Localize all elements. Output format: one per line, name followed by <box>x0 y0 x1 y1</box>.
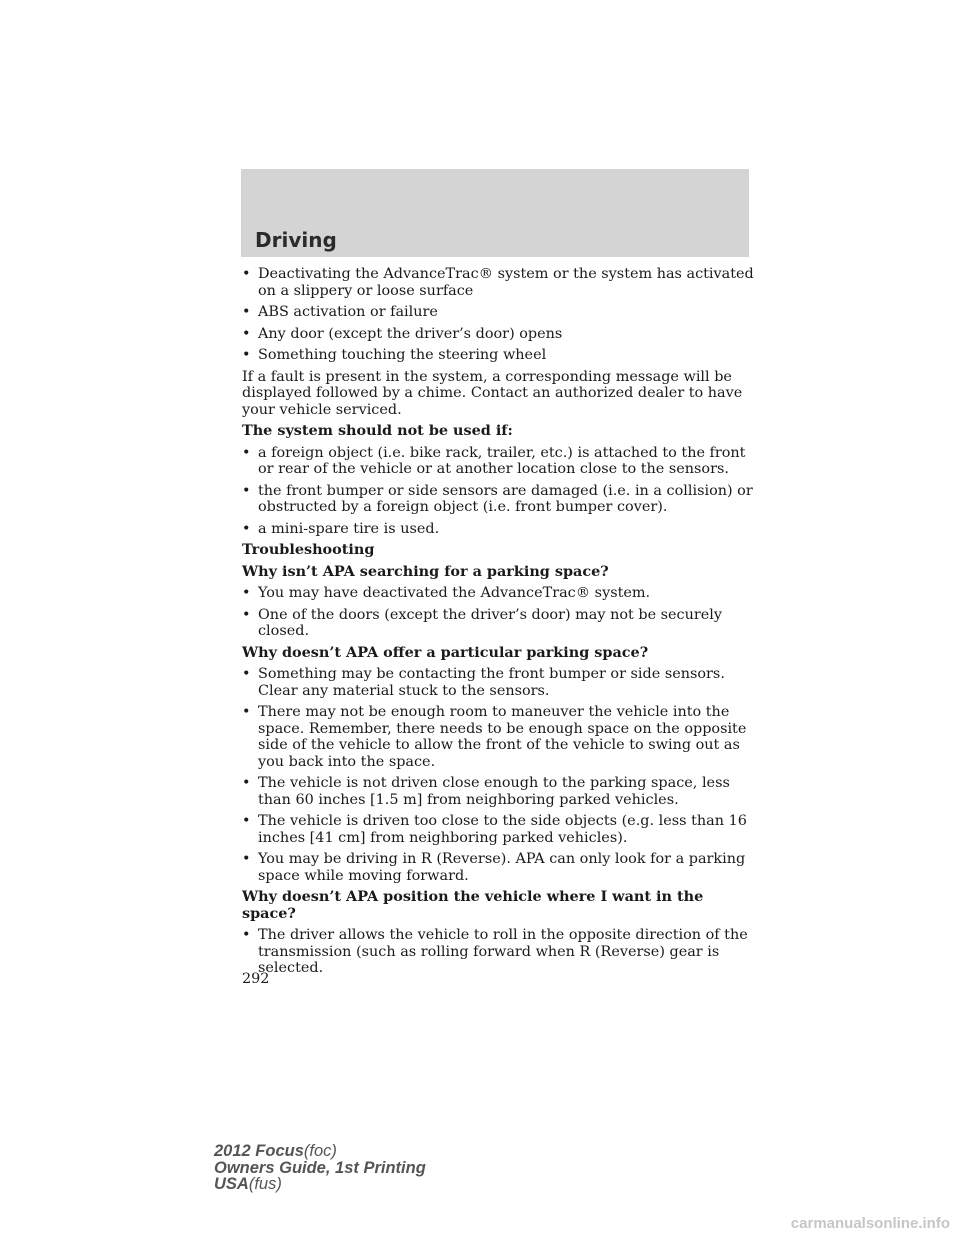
list-item: • Something touching the steering wheel <box>242 347 547 363</box>
list-item: • Any door (except the driver’s door) opens <box>242 325 563 342</box>
bullet-icon: • <box>242 606 251 623</box>
footer-line-1: 2012 Focus(foc) <box>214 1142 337 1160</box>
list-item: • The vehicle is driven too close to the side objects (e.g. less than 16 inches [41 cm] from neighboring parked vehicles). <box>242 813 747 846</box>
bullet-icon: • <box>242 704 251 720</box>
page-number: 292 <box>242 971 270 987</box>
bullet-icon: • <box>242 325 251 342</box>
list-item: • You may have deactivated the AdvanceTrac® system. <box>242 585 651 601</box>
watermark: carmanualsonline.info <box>790 1215 950 1232</box>
list-item: • a mini-spare tire is used. <box>242 520 440 537</box>
bullet-icon: • <box>242 775 251 791</box>
troubleshooting-heading: Troubleshooting <box>242 541 375 558</box>
bullet-icon: • <box>242 666 251 682</box>
list-item: • There may not be enough room to maneuver the vehicle into the space. Remember, there needs to be enough space on the opposite side of the vehicle to allow the front of the vehicle to swing out as you back into the space. <box>242 704 747 770</box>
footer-line-2: Owners Guide, 1st Printing <box>214 1158 426 1177</box>
page-content <box>242 266 754 982</box>
list-item: • the front bumper or side sensors are damaged (i.e. in a collision) or obstructed by a foreign object (i.e. front bumper cover). <box>242 482 753 515</box>
bullet-icon: • <box>242 813 251 829</box>
bullet-icon: • <box>242 304 251 320</box>
question-heading: Why doesn’t APA position the vehicle where I want in the space? <box>242 888 704 922</box>
bullet-icon: • <box>242 927 251 943</box>
fault-paragraph: If a fault is present in the system, a corresponding message will be displayed followed by a chime. Contact an authorized dealer to have your vehicle serviced. <box>242 368 743 418</box>
list-item: • a foreign object (i.e. bike rack, trailer, etc.) is attached to the front or rear of the vehicle or at another location close to the sensors. <box>242 444 746 477</box>
should-not-heading: The system should not be used if: <box>242 422 513 439</box>
question-heading: Why doesn’t APA offer a particular parking space? <box>242 643 649 661</box>
list-item: • You may be driving in R (Reverse). APA can only look for a parking space while moving forward. <box>242 851 746 884</box>
bullet-icon: • <box>242 444 251 461</box>
bullet-icon: • <box>242 585 251 601</box>
question-heading: Why isn’t APA searching for a parking space? <box>242 562 609 580</box>
list-item: • The vehicle is not driven close enough to the parking space, less than 60 inches [1.5 m] from neighboring parked vehicles. <box>242 775 730 808</box>
footer-line-3: USA(fus) <box>214 1175 282 1193</box>
bullet-icon: • <box>242 482 251 499</box>
bullet-icon: • <box>242 520 251 537</box>
bullet-icon: • <box>242 347 251 363</box>
list-item: • One of the doors (except the driver’s door) may not be securely closed. <box>242 606 723 639</box>
list-item: • Deactivating the AdvanceTrac® system or the system has activated on a slippery or loose surface <box>242 266 754 299</box>
print-footer <box>214 1143 426 1193</box>
bullet-icon: • <box>242 851 251 867</box>
section-title: Driving <box>255 228 337 252</box>
list-item: • ABS activation or failure <box>242 304 438 320</box>
list-item: • The driver allows the vehicle to roll in the opposite direction of the transmission (such as rolling forward when R (Reverse) gear is selected. <box>242 927 748 976</box>
list-item: • Something may be contacting the front bumper or side sensors. Clear any material stuck to the sensors. <box>242 666 725 699</box>
bullet-icon: • <box>242 266 251 282</box>
